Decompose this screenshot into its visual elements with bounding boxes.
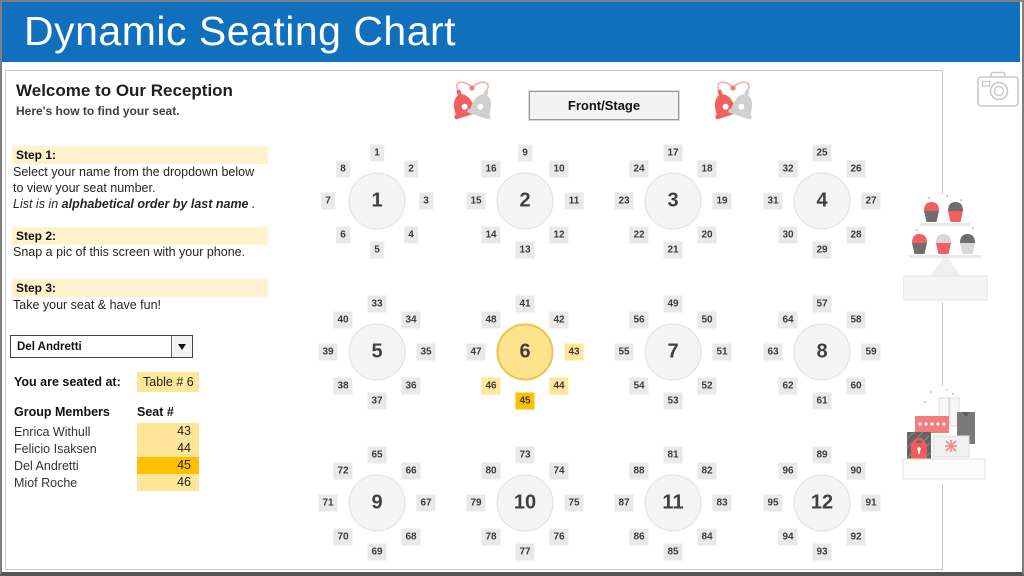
seat-chip-33: 33 [367,296,386,313]
seat-chip-49: 49 [663,296,682,313]
seat-chip-67: 67 [416,495,435,512]
seat-chip-3: 3 [419,193,433,210]
seat-chip-38: 38 [333,378,352,395]
seating-area [2,2,1024,576]
seat-chip-41: 41 [515,296,534,313]
seat-chip-89: 89 [812,447,831,464]
seat-chip-91: 91 [861,495,880,512]
step1-line1: Select your name from the dropdown below [13,165,255,179]
seat-chip-14: 14 [481,227,500,244]
seat-chip-61: 61 [812,393,831,410]
seat-chip-5: 5 [370,242,384,259]
table-group-11 [599,429,747,576]
table-group-3 [599,127,747,275]
seat-chip-92: 92 [846,529,865,546]
step1-note-prefix: List is in [13,197,62,211]
seat-chip-15: 15 [466,193,485,210]
step1-line2: to view your seat number. [13,181,156,195]
seat-chip-36: 36 [401,378,420,395]
seat-chip-59: 59 [861,344,880,361]
seat-chip-2: 2 [404,161,418,178]
seat-chip-34: 34 [401,312,420,329]
seat-number-header: Seat # [137,405,174,419]
group-members-header: Group Members [14,405,110,419]
seat-chip-7: 7 [321,193,335,210]
seat-chip-83: 83 [712,495,731,512]
table-circle-4: 4 [794,173,851,230]
seat-chip-56: 56 [629,312,648,329]
member-name: Felicio Isaksen [14,441,97,456]
seat-chip-96: 96 [778,463,797,480]
table-circle-8: 8 [794,324,851,381]
seat-chip-47: 47 [466,344,485,361]
seat-chip-12: 12 [549,227,568,244]
seat-chip-9: 9 [518,145,532,162]
seat-chip-81: 81 [663,447,682,464]
table-group-9 [303,429,451,576]
step1-note-suffix: . [248,197,256,211]
member-seat-cell: 43 [137,423,199,440]
table-group-7 [599,278,747,426]
table-group-6 [451,278,599,426]
seat-chip-48: 48 [481,312,500,329]
seat-chip-71: 71 [318,495,337,512]
table-group-8 [748,278,896,426]
seat-chip-58: 58 [846,312,865,329]
step3-line1: Take your seat & have fun! [13,298,162,312]
seat-chip-28: 28 [846,227,865,244]
seat-chip-68: 68 [401,529,420,546]
front-stage-label: Front/Stage [529,91,679,120]
member-name: Enrica Withull [14,424,91,439]
step2-label: Step 2: [12,227,268,245]
seat-chip-74: 74 [549,463,568,480]
table-circle-10: 10 [497,475,554,532]
table-group-5 [303,278,451,426]
table-group-10 [451,429,599,576]
seat-chip-62: 62 [778,378,797,395]
seat-chip-18: 18 [697,161,716,178]
table-circle-1: 1 [349,173,406,230]
seat-chip-87: 87 [614,495,633,512]
seat-chip-94: 94 [778,529,797,546]
seat-chip-31: 31 [763,193,782,210]
seat-chip-69: 69 [367,544,386,561]
table-group-2 [451,127,599,275]
seat-chip-54: 54 [629,378,648,395]
seat-chip-55: 55 [614,344,633,361]
seat-chip-10: 10 [549,161,568,178]
seat-chip-79: 79 [466,495,485,512]
table-circle-11: 11 [645,475,702,532]
seat-chip-53: 53 [663,393,682,410]
seat-chip-64: 64 [778,312,797,329]
seat-chip-23: 23 [614,193,633,210]
welcome-subtitle: Here's how to find your seat. [16,104,180,118]
seat-chip-25: 25 [812,145,831,162]
seat-chip-93: 93 [812,544,831,561]
seat-chip-6: 6 [336,227,350,244]
table-circle-7: 7 [645,324,702,381]
member-name: Miof Roche [14,475,78,490]
seat-chip-42: 42 [549,312,568,329]
seat-chip-57: 57 [812,296,831,313]
seat-chip-27: 27 [861,193,880,210]
table-circle-3: 3 [645,173,702,230]
seat-chip-90: 90 [846,463,865,480]
seat-chip-50: 50 [697,312,716,329]
seat-chip-11: 11 [565,193,584,210]
seat-chip-76: 76 [549,529,568,546]
table-group-4 [748,127,896,275]
welcome-heading: Welcome to Our Reception [16,81,233,100]
seat-chip-39: 39 [318,344,337,361]
step3-label: Step 3: [12,279,268,297]
table-circle-5: 5 [349,324,406,381]
seat-chip-80: 80 [481,463,500,480]
seat-chip-65: 65 [367,447,386,464]
name-dropdown-value: Del Andretti [17,340,82,353]
table-circle-2: 2 [497,173,554,230]
seat-chip-26: 26 [846,161,865,178]
seat-chip-78: 78 [481,529,500,546]
member-seat-cell: 46 [137,474,199,491]
table-circle-12: 12 [794,475,851,532]
seat-chip-60: 60 [846,378,865,395]
table-circle-9: 9 [349,475,406,532]
seat-chip-52: 52 [697,378,716,395]
member-seat-cell: 44 [137,440,199,457]
seat-chip-1: 1 [370,145,384,162]
seated-at-value: Table # 6 [137,372,199,392]
seat-chip-8: 8 [336,161,350,178]
seat-chip-22: 22 [629,227,648,244]
table-circle-6: 6 [497,324,554,381]
step1-label: Step 1: [12,146,268,164]
seat-chip-19: 19 [712,193,731,210]
seat-chip-88: 88 [629,463,648,480]
table-group-1 [303,127,451,275]
seat-chip-4: 4 [404,227,418,244]
seat-chip-72: 72 [333,463,352,480]
step1-note-emphasis: alphabetical order by last name [61,197,249,211]
seat-chip-32: 32 [778,161,797,178]
seat-chip-46: 46 [481,378,500,395]
seat-chip-85: 85 [663,544,682,561]
seat-chip-66: 66 [401,463,420,480]
seated-at-label: You are seated at: [14,375,121,389]
member-seat-cell: 45 [137,457,199,474]
seat-chip-29: 29 [812,242,831,259]
seat-chip-70: 70 [333,529,352,546]
seat-chip-82: 82 [697,463,716,480]
table-group-12 [748,429,896,576]
seat-chip-30: 30 [778,227,797,244]
app-title: Dynamic Seating Chart [24,8,457,54]
seat-chip-16: 16 [481,161,500,178]
seat-chip-43: 43 [564,344,583,361]
seat-chip-24: 24 [629,161,648,178]
seat-chip-63: 63 [763,344,782,361]
member-name: Del Andretti [14,458,79,473]
seat-chip-86: 86 [629,529,648,546]
seat-chip-44: 44 [549,378,568,395]
seat-chip-95: 95 [763,495,782,512]
seat-chip-73: 73 [515,447,534,464]
seat-chip-20: 20 [697,227,716,244]
seat-chip-51: 51 [712,344,731,361]
seat-chip-84: 84 [697,529,716,546]
seat-chip-13: 13 [515,242,534,259]
seat-chip-17: 17 [663,145,682,162]
seat-chip-45: 45 [515,393,534,410]
seat-chip-21: 21 [663,242,682,259]
seat-chip-77: 77 [515,544,534,561]
seat-chip-37: 37 [367,393,386,410]
step2-line1: Snap a pic of this screen with your phone. [13,245,246,259]
seat-chip-75: 75 [564,495,583,512]
seat-chip-40: 40 [333,312,352,329]
seat-chip-35: 35 [416,344,435,361]
